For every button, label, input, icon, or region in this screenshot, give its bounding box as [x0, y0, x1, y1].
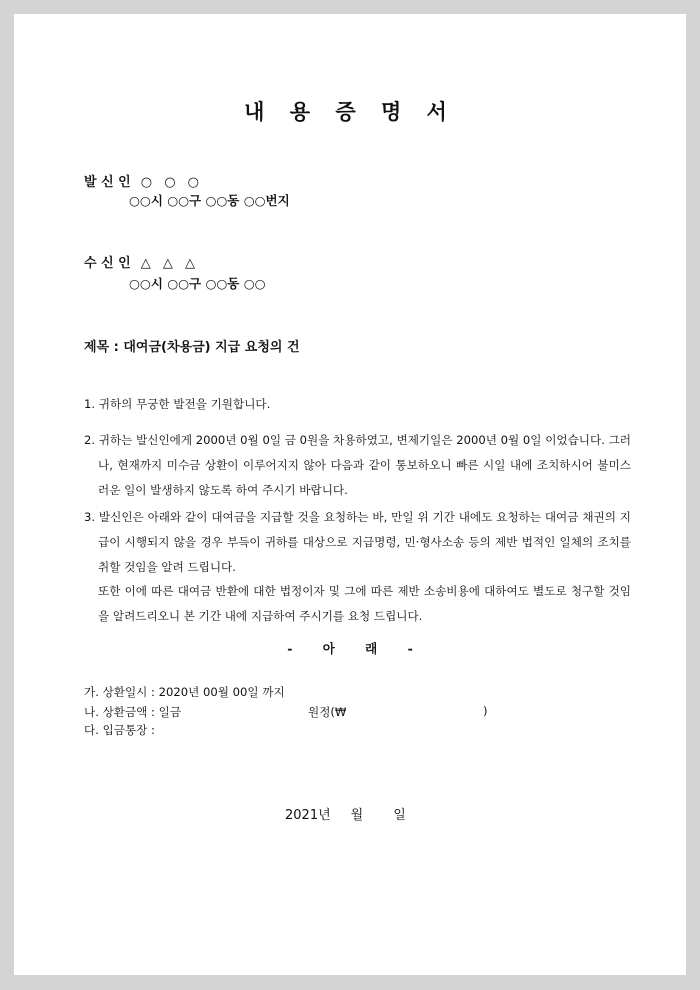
sender-name: ○ ○ ○ — [140, 175, 204, 190]
document-page — [14, 14, 686, 975]
paragraph-extra: 또한 이에 따른 대여금 반환에 대한 법정이자 및 그에 따른 제반 소송비용에 대하여도 별도로 청구할 것임을 알려드리오니 본 기간 내에 지급하여 주시기를 요청 드립니다. — [98, 584, 631, 623]
document-title: 내 용 증 명 서 — [244, 100, 456, 124]
paragraph-3: 3. 발신인은 아래와 같이 대여금을 지급할 것을 요청하는 바, 만일 위 기간 내에도 요청하는 대여금 채권의 지급이 시행되지 않을 경우 부득이 귀하를 대상으로 지급명령, 민·형사소송 등의 제반 법적인 일체의 조치를 취할 것임을 알려 드립니다. — [84, 510, 631, 574]
document-date — [285, 804, 406, 823]
paragraph-1: 1. 귀하의 무궁한 발전을 기원합니다. — [84, 397, 271, 411]
paragraph-2: 2. 귀하는 발신인에게 2000년 0월 0일 금 0원을 차용하였고, 변제기일은 2000년 0월 0일 이었습니다. 그러나, 현재까지 미수금 상환이 이루어지지 않아 다음과 같이 통보하오니 빠른 시일 내에 조치하시어 불미스러운 일이 발생하지 않도록 하여 주시기 바랍니다. — [84, 433, 631, 497]
date-year: 2021년 — [285, 808, 331, 823]
item-repay-amount-won: 원정(₩ — [308, 705, 347, 719]
notice-heading: - 아 래 - — [287, 641, 413, 656]
item-repay-amount-label: 나. 상환금액 : 일금 — [84, 705, 182, 719]
recipient-block — [84, 252, 199, 271]
sender-block — [84, 171, 203, 190]
sender-address: ○○시 ○○구 ○○동 ○○번지 — [129, 193, 290, 208]
recipient-address: ○○시 ○○구 ○○동 ○○ — [129, 276, 266, 291]
item-repay-amount-close: ) — [483, 704, 488, 718]
recipient-label: 수 신 인 — [84, 256, 131, 271]
item-deposit-account: 다. 입금통장 : — [84, 723, 155, 737]
recipient-name: △ △ △ — [140, 256, 199, 271]
date-month: 월 — [350, 808, 364, 823]
date-day: 일 — [393, 808, 406, 823]
item-repay-date: 가. 상환일시 : 2020년 00월 00일 까지 — [84, 685, 285, 699]
document-subject: 제목 : 대여금(차용금) 지급 요청의 건 — [84, 340, 300, 355]
sender-label: 발 신 인 — [84, 175, 131, 190]
